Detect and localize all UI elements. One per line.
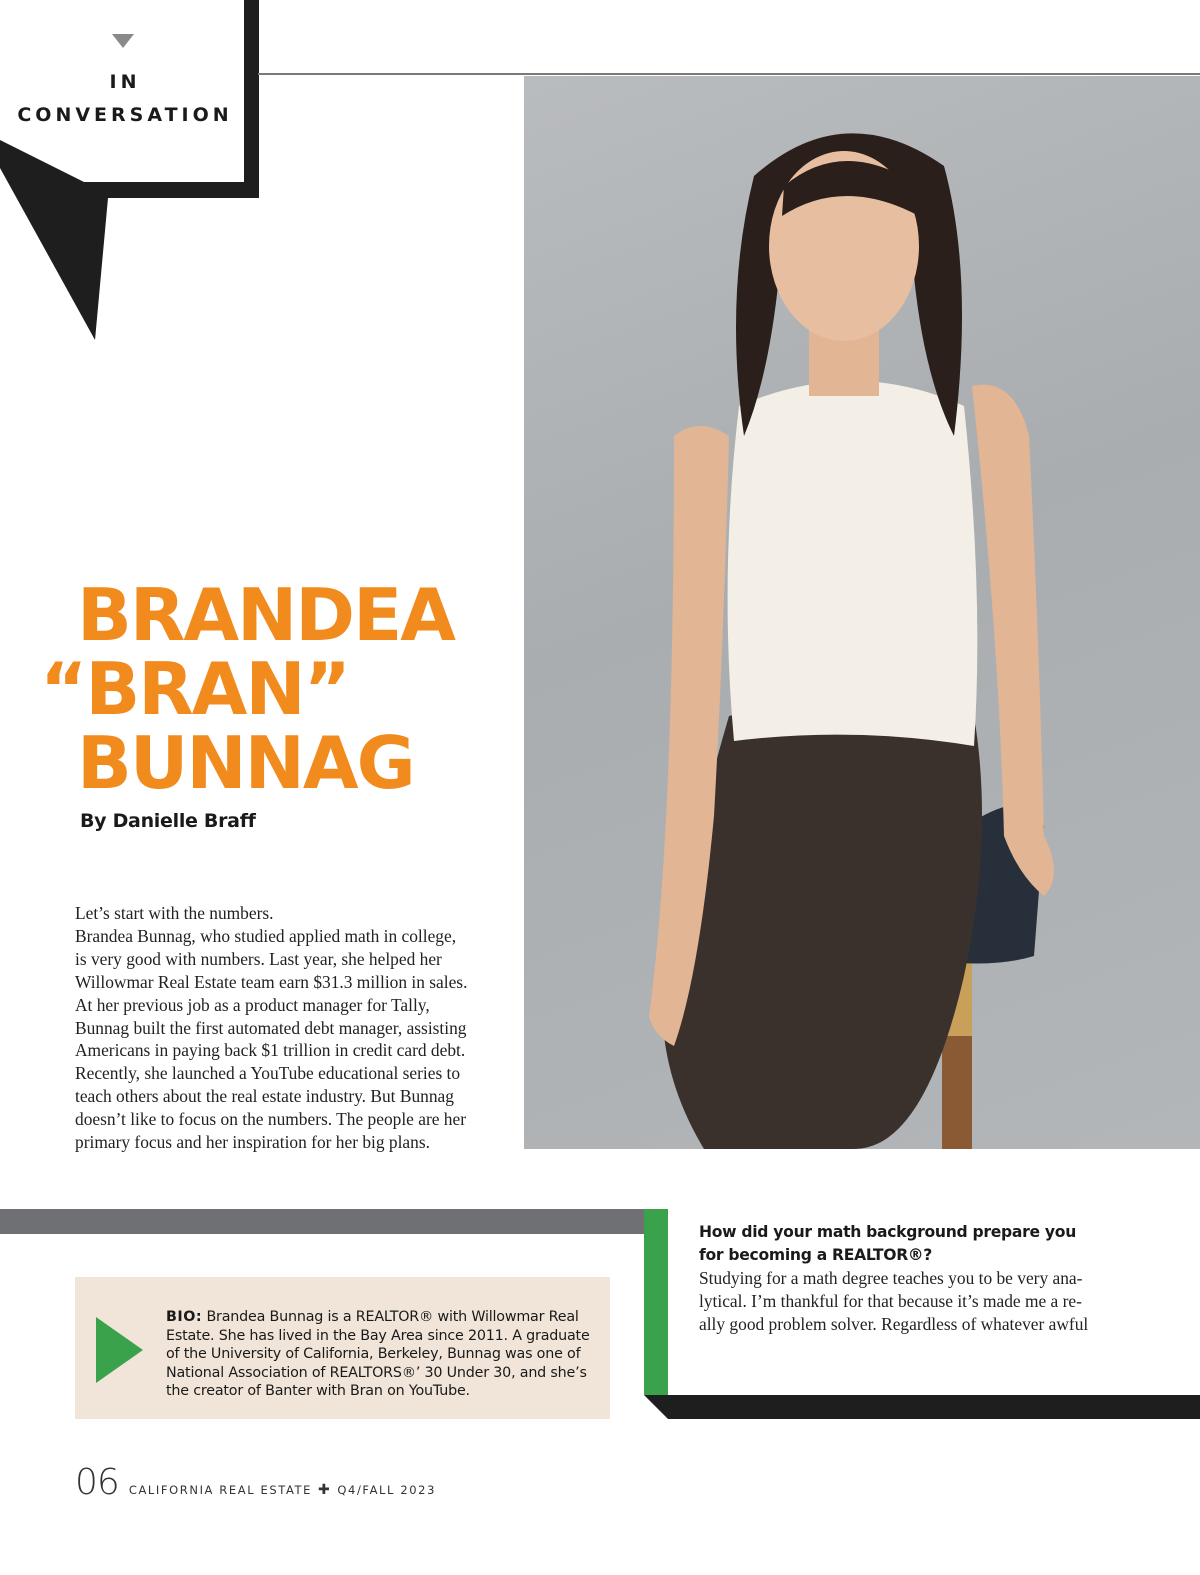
intro-line: Willowmar Real Estate team earn $31.3 million in sales. [75,971,468,992]
question-line: How did your math background prepare you [699,1223,1076,1241]
folio-publication [129,1482,436,1498]
intro-line: Let’s start with the numbers. [75,903,274,923]
answer-line: lytical. I’m thankful for that because it’s made me a re- [699,1290,1082,1311]
page-number: 06 [75,1462,119,1503]
intro-line: primary focus and her inspiration for her big plans. [75,1132,430,1153]
bio-body: Brandea Bunnag is a REALTOR® with Willowmar Real Estate. She has lived in the Bay Area since 2011. A graduate of the University of California, Berkeley, Bunnag was one of National Association of REALTORS®’ 30 Under 30, and she’s the creator of Banter with Bran on YouTube. [166,1309,590,1400]
speech-bubble-frame [0,0,270,350]
bio-lead: BIO: [166,1309,203,1325]
intro-line: is very good with numbers. Last year, she helped her [75,948,442,969]
bio-text [166,1308,591,1401]
bio-box [75,1277,610,1419]
play-triangle-icon [96,1317,143,1383]
folio [75,1462,436,1503]
interview-answer [699,1267,1114,1336]
section-label: CONVERSATION [17,104,233,126]
answer-line: Studying for a math degree teaches you to be very ana- [699,1268,1083,1288]
interview-question [699,1221,1119,1266]
intro-line: Recently, she launched a YouTube educational series to [75,1063,461,1084]
section-label: IN [109,71,141,93]
intro-line: At her previous job as a product manager for Tally, [75,994,430,1015]
top-rule [258,73,1200,75]
headline-line: BUNNAG [77,721,414,805]
article-headline [40,573,510,805]
intro-text [75,902,515,1154]
byline: By Danielle Braff [80,810,256,832]
question-line: for becoming a REALTOR®? [699,1245,932,1264]
intro-line: Brandea Bunnag, who studied applied math in college, [75,925,457,946]
intro-line: Bunnag built the first automated debt manager, assisting [75,1017,467,1038]
intro-line: teach others about the real estate industry. But Bunnag [75,1086,454,1107]
headline-line: “BRAN” [40,647,349,731]
green-band [644,1209,668,1395]
intro-line: doesn’t like to focus on the numbers. The people are her [75,1109,467,1130]
black-band-corner [644,1395,668,1419]
gray-band [0,1209,644,1234]
portrait-photo [524,76,1200,1149]
issue-label: Q4/FALL 2023 [337,1483,436,1497]
intro-line: Americans in paying back $1 trillion in credit card debt. [75,1040,466,1061]
black-band [644,1395,1200,1419]
publication-name: CALIFORNIA REAL ESTATE [128,1483,313,1497]
headline-line: BRANDEA [77,573,454,657]
cross-icon: ✚ [318,1482,332,1498]
triangle-down-icon [112,34,134,48]
answer-line: ally good problem solver. Regardless of whatever awful [699,1313,1089,1334]
